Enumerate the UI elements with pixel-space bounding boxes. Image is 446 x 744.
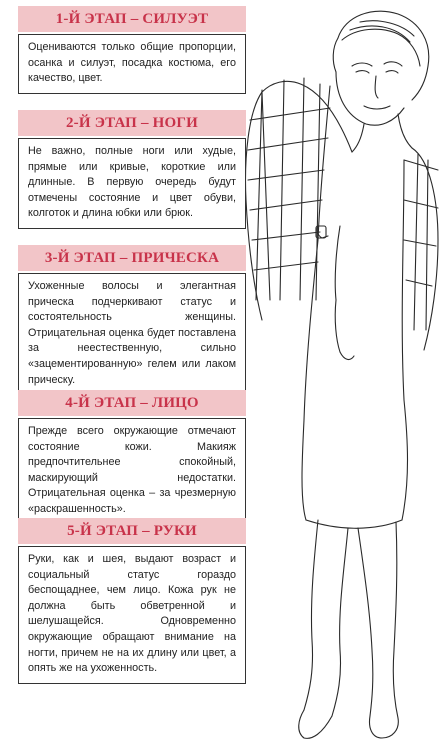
stage-card-5 <box>18 518 246 684</box>
stage-title: 4-Й ЭТАП – ЛИЦО <box>18 390 246 416</box>
stage-title: 3-Й ЭТАП – ПРИЧЕСКА <box>18 245 246 271</box>
stage-text: Прежде всего окружающие отмечают состояние кожи. Макияж предпочтительнее спокойный, маскирующий недостатки. Отрицательная оценка – за чрезмерную «раскрашенность». <box>28 425 236 515</box>
stage-card-2 <box>18 110 246 229</box>
stage-card-4 <box>18 390 246 525</box>
stage-text: Ухоженные волосы и элегантная прическа подчеркивают статус и состоятельность женщины. Отрицательная оценка будет поставлена за неестественную, сильно «зацементированную» гелем или лаком прическу. <box>28 280 236 386</box>
stage-text-box <box>18 546 246 684</box>
stage-title: 5-Й ЭТАП – РУКИ <box>18 518 246 544</box>
stage-card-1 <box>18 6 246 94</box>
stage-text-box <box>18 273 246 395</box>
stage-text: Руки, как и шея, выдают возраст и социальный статус гораздо беспощаднее, чем лицо. Кожа рук не должна быть обветренной и шелушащейся. Одновременно окружающие обращают внимание на ногти, причем не на их длину или цвет, а опять же на ухоженность. <box>28 553 236 675</box>
stage-card-3 <box>18 245 246 395</box>
stage-title: 1-Й ЭТАП – СИЛУЭТ <box>18 6 246 32</box>
stage-text-box <box>18 34 246 94</box>
stage-text: Не важно, полные ноги или худые, прямые или кривые, короткие или длинные. В первую очередь будут отмечены состояние и цвет обуви, колготок и длина юбки или брюк. <box>28 145 236 220</box>
stage-text: Оцениваются только общие пропорции, осанка и силуэт, посадка костюма, его качество, цвет. <box>28 41 236 85</box>
stage-text-box <box>18 418 246 525</box>
stage-title: 2-Й ЭТАП – НОГИ <box>18 110 246 136</box>
stage-text-box <box>18 138 246 229</box>
